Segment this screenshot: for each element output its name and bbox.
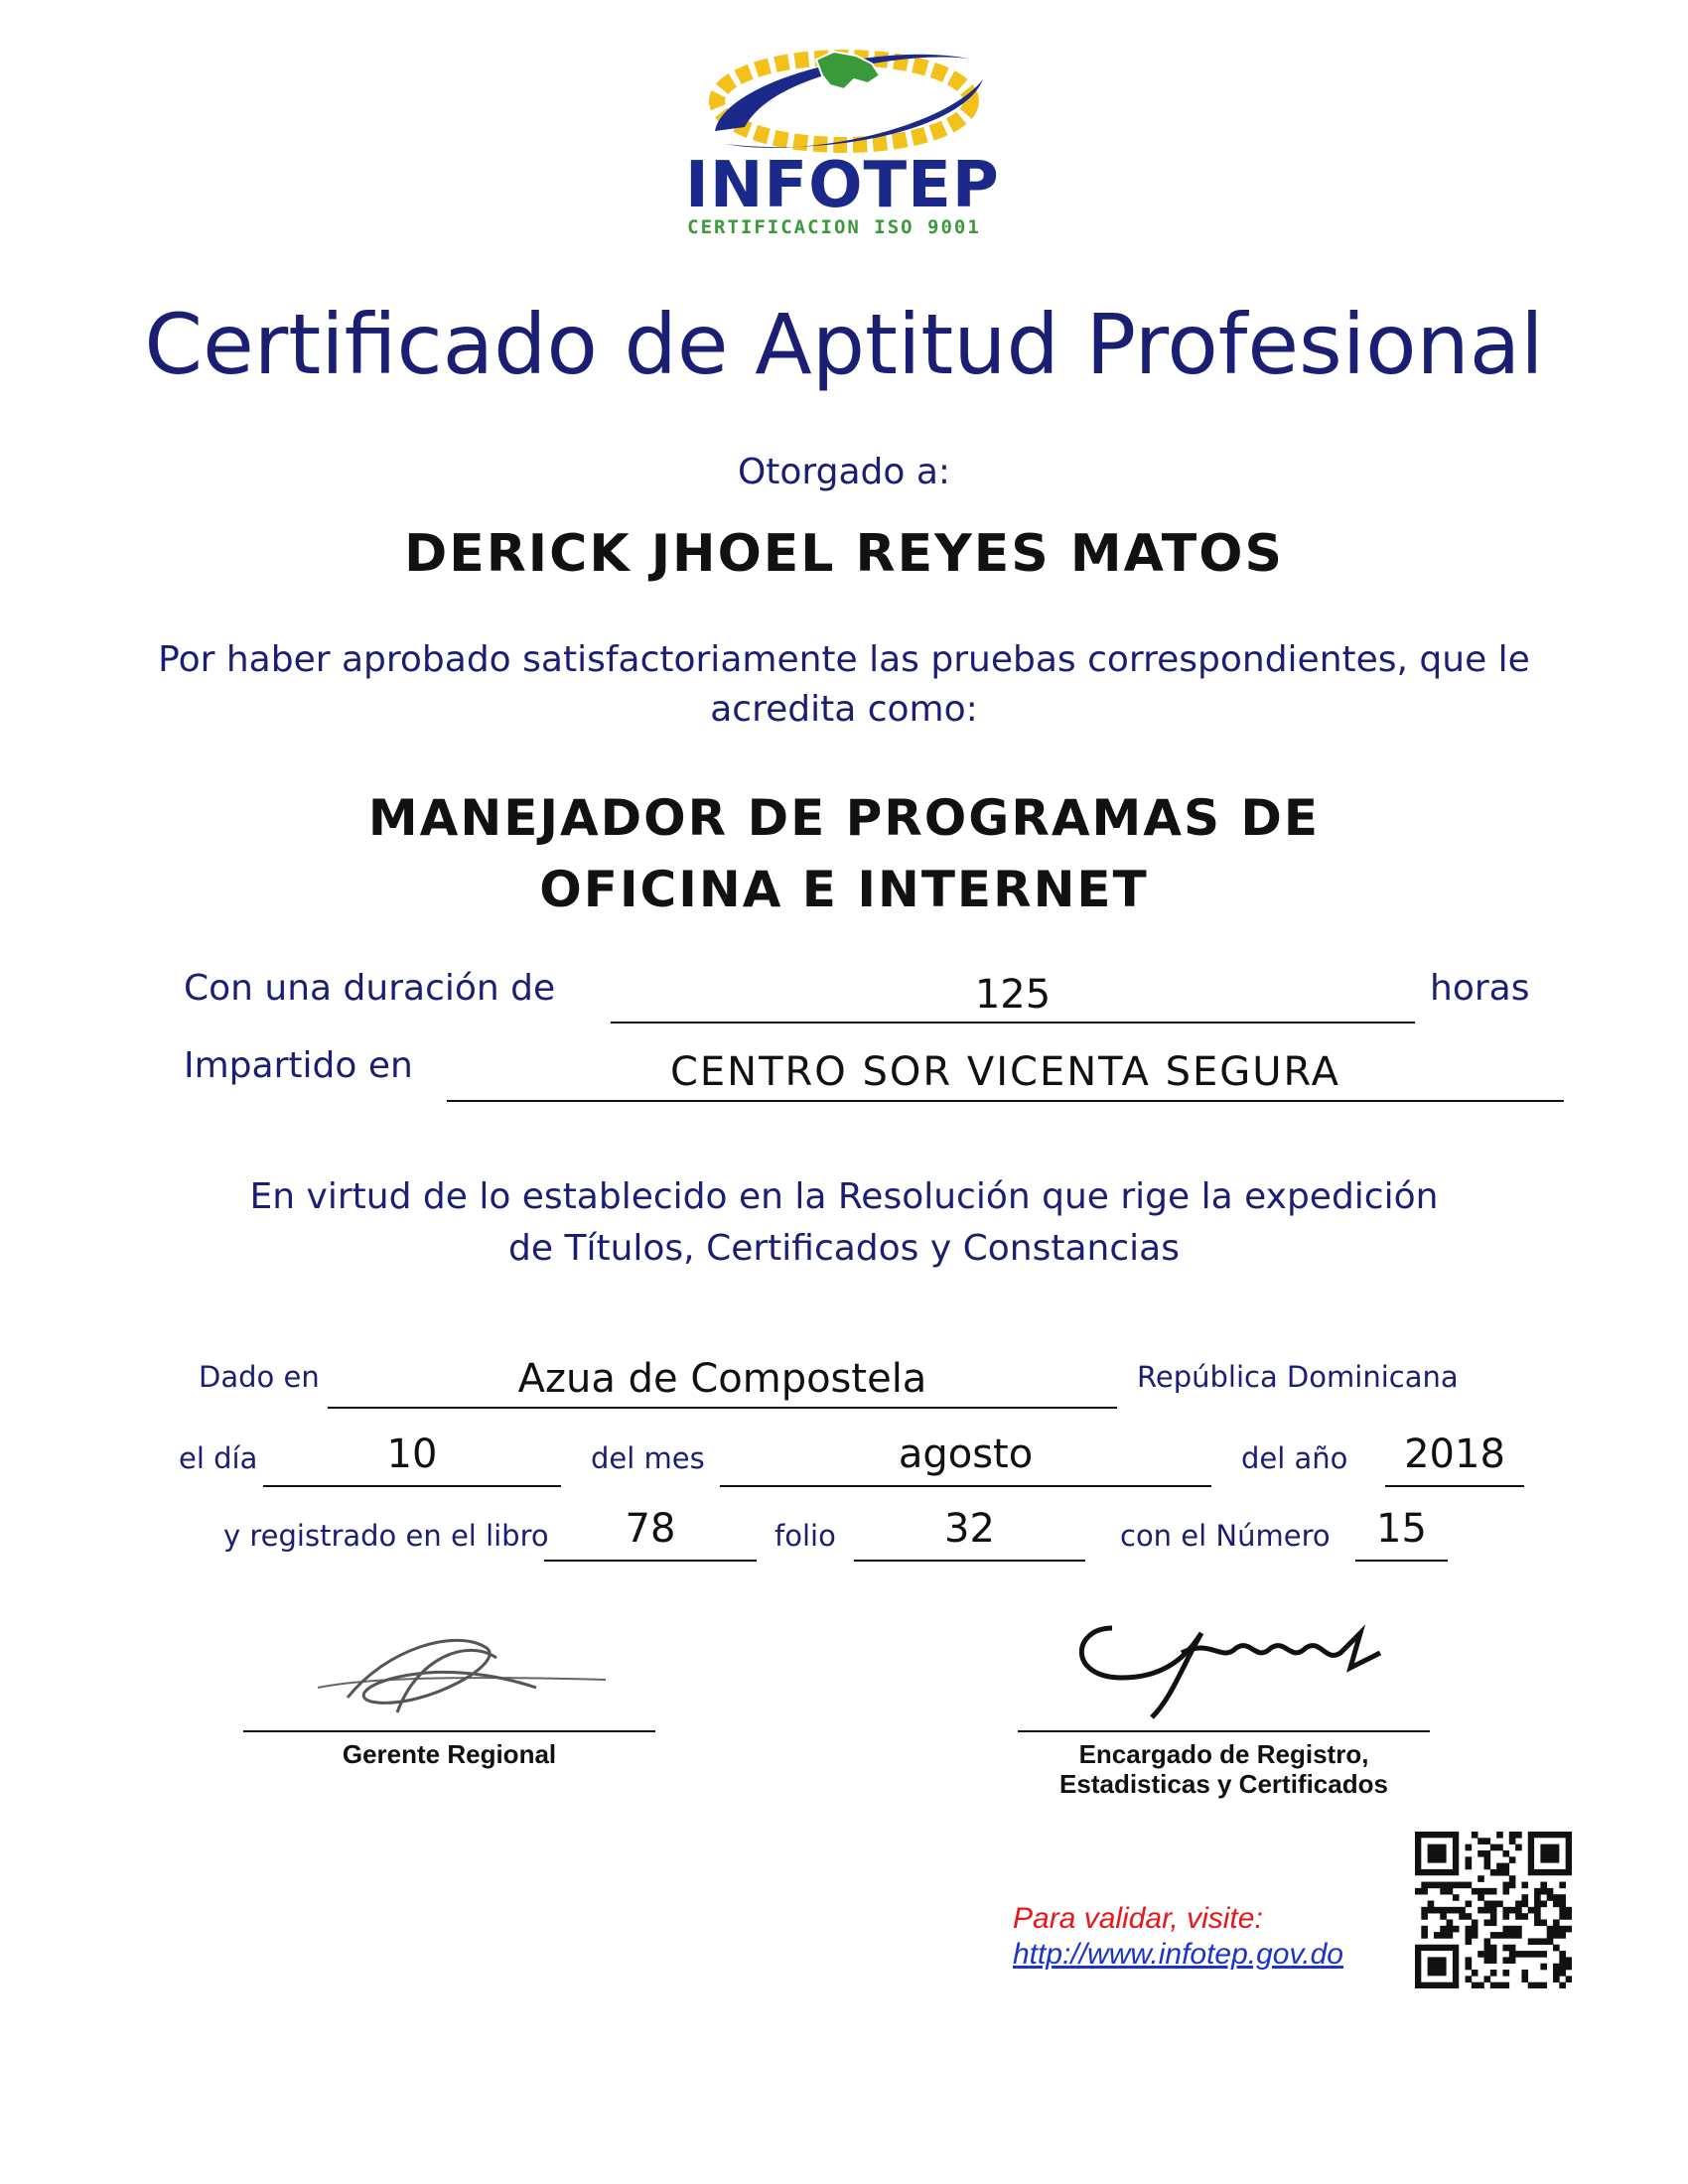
logo-subtitle: CERTIFICACION ISO 9001 [687,216,981,238]
program-line-1: MANEJADOR DE PROGRAMAS DE [367,789,1321,847]
issued-city: Azua de Compostela [517,1356,927,1402]
duration-value: 125 [974,972,1052,1018]
issued-year: 2018 [1404,1432,1505,1477]
left-signature-title: Gerente Regional [342,1739,557,1769]
recipient-name: DERICK JHOEL REYES MATOS [404,524,1284,584]
registry-folio: 32 [944,1506,995,1552]
venue-line [447,1044,1564,1102]
left-signature-icon [308,1618,626,1727]
qr-code-icon [1415,1832,1572,1988]
resolution-line-1: En virtud de lo establecido en la Resolución que rige la expedición [249,1176,1439,1217]
right-signature-title [1018,1739,1430,1799]
validation-url-link[interactable]: http://www.infotep.gov.do [1013,1938,1343,1971]
approval-text: Por haber aprobado satisfactoriamente las pruebas correspondientes, que le acredita como: [158,639,1530,730]
issued-city-line [328,1352,1117,1409]
certificate-title: Certificado de Aptitud Profesional [144,296,1544,393]
right-signature-line [1018,1730,1430,1732]
venue-value: CENTRO SOR VICENTA SEGURA [669,1049,1341,1095]
folio-line [854,1504,1085,1562]
issued-country: República Dominicana [1137,1360,1459,1394]
awarded-label: Otorgado a: [737,452,951,492]
book-label: y registrado en el libro [223,1519,549,1553]
right-signature-icon [1062,1608,1390,1727]
duration-label: Con una duración de [184,968,556,1009]
venue-label: Impartido en [184,1045,413,1086]
issued-month: agosto [898,1432,1034,1477]
resolution-line-2: de Títulos, Certificados y Constancias [508,1228,1180,1269]
duration-unit: horas [1430,968,1530,1009]
book-line [544,1504,757,1562]
logo-wordmark: INFOTEP [685,149,1000,222]
duration-line [611,968,1415,1024]
number-line [1355,1504,1448,1562]
logo-emblem-icon [685,40,1003,159]
validation-label: Para validar, visite: [1013,1902,1263,1935]
issued-day: 10 [386,1432,438,1477]
year-line [1385,1430,1524,1487]
number-label: con el Número [1120,1519,1331,1553]
resolution-text [149,1171,1539,1275]
day-label: el día [179,1441,258,1475]
right-signature-title-line-1: Encargado de Registro, [1078,1739,1369,1769]
registry-number: 15 [1376,1506,1427,1552]
program-line-2: OFICINA E INTERNET [539,861,1149,918]
month-label: del mes [591,1441,705,1475]
folio-label: folio [774,1519,836,1553]
program-name [199,782,1489,925]
year-label: del año [1241,1441,1348,1475]
registry-book: 78 [625,1506,676,1552]
right-signature-title-line-2: Estadisticas y Certificados [1059,1769,1388,1799]
day-line [263,1430,561,1487]
left-signature-line [243,1730,655,1732]
month-line [720,1430,1211,1487]
issued-label: Dado en [199,1360,320,1394]
